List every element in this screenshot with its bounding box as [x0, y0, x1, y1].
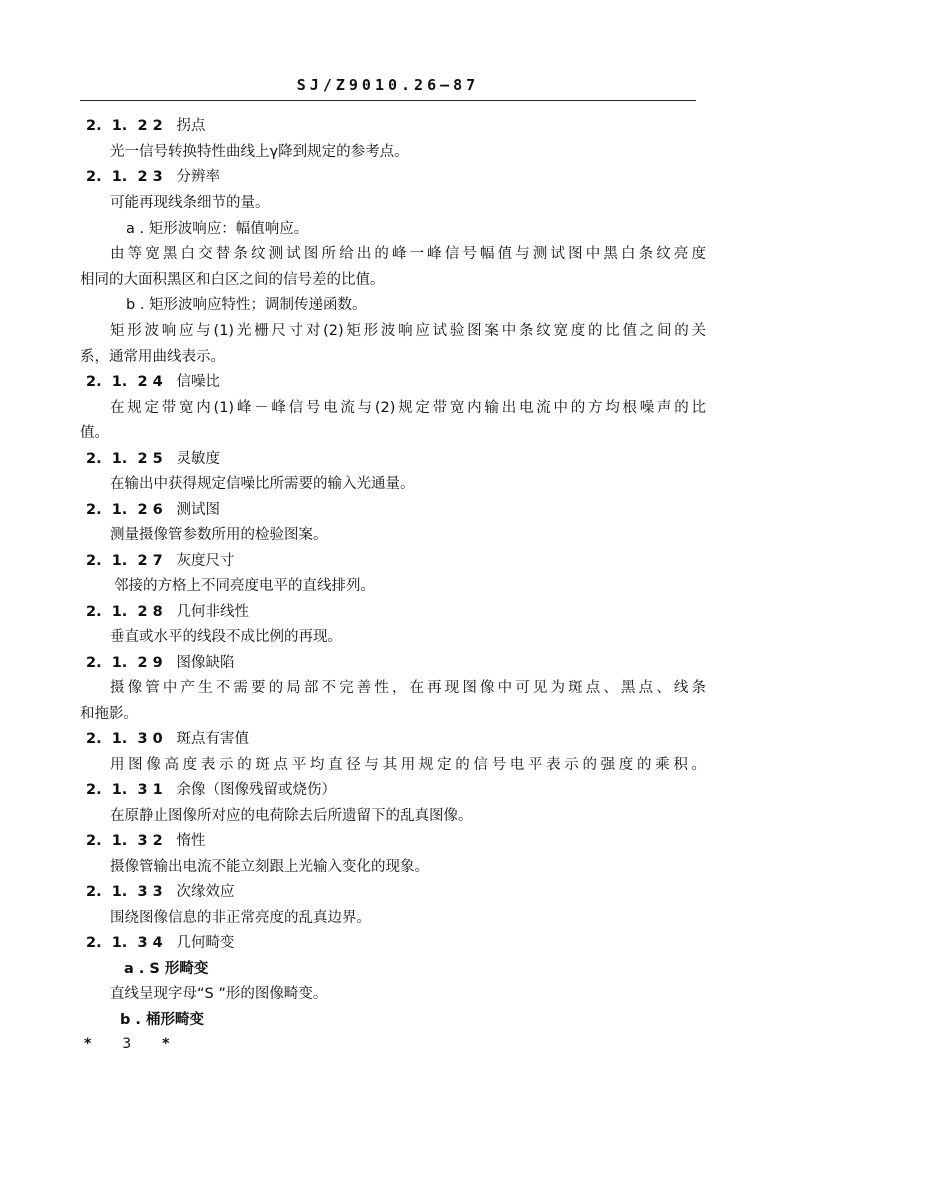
- section-heading: [86, 601, 249, 623]
- term-title: 拐点: [176, 118, 206, 134]
- body-line: 用图像高度表示的斑点平均直径与其用规定的信号电平表示的强度的乘积。: [110, 757, 706, 773]
- footer-star-left: *: [84, 1036, 92, 1052]
- section-number: 2. 1. 3 4: [86, 935, 163, 951]
- section-number: 2. 1. 3 2: [86, 833, 163, 849]
- body-line: 可能再现线条细节的量。: [110, 195, 270, 211]
- section-number: 2. 1. 2 8: [86, 604, 163, 620]
- body-line: 围绕图像信息的非正常亮度的乱真边界。: [110, 910, 371, 926]
- subitem-line: b . 矩形波响应特性；调制传递函数。: [126, 297, 367, 313]
- term-title: 信噪比: [176, 374, 220, 390]
- page-number: 3: [122, 1036, 132, 1052]
- body-line: 光一信号转换特性曲线上γ降到规定的参考点。: [110, 144, 409, 160]
- section-heading: [86, 728, 249, 750]
- term-title: 几何非线性: [176, 604, 249, 620]
- body-line: 系，通常用曲线表示。: [80, 349, 225, 365]
- body-line: 由等宽黑白交替条纹测试图所给出的峰一峰信号幅值与测试图中黑白条纹亮度: [110, 246, 706, 262]
- page-footer: [84, 1036, 169, 1052]
- term-title: 测试图: [176, 502, 220, 518]
- term-title: 灰度尺寸: [176, 553, 235, 569]
- body-line: 在规定带宽内(1)峰－峰信号电流与(2)规定带宽内输出电流中的方均根噪声的比: [110, 400, 706, 416]
- section-number: 2. 1. 2 5: [86, 451, 163, 467]
- section-number: 2. 1. 2 4: [86, 374, 163, 390]
- section-number: 2. 1. 2 3: [86, 169, 163, 185]
- body-line: 和拖影。: [80, 706, 138, 722]
- section-heading: [86, 932, 235, 954]
- section-number: 2. 1. 3 1: [86, 782, 163, 798]
- term-title: 灵敏度: [176, 451, 220, 467]
- body-line: 值。: [80, 425, 109, 441]
- term-title: 分辨率: [176, 169, 220, 185]
- section-heading: [86, 371, 220, 393]
- section-heading: [86, 115, 206, 137]
- section-number: 2. 1. 3 0: [86, 731, 163, 747]
- body-line: 在原静止图像所对应的电荷除去后所遗留下的乱真图像。: [110, 808, 473, 824]
- term-title: 斑点有害值: [176, 731, 249, 747]
- body-line: 邻接的方格上不同亮度电平的直线排列。: [114, 578, 375, 594]
- section-heading: [86, 830, 206, 852]
- footer-star-right: *: [162, 1036, 170, 1052]
- section-number: 2. 1. 2 2: [86, 118, 163, 134]
- section-heading: [86, 166, 220, 188]
- section-number: 2. 1. 3 3: [86, 884, 163, 900]
- section-heading: [86, 550, 235, 572]
- section-heading: [86, 499, 220, 521]
- section-heading: [86, 779, 336, 801]
- subitem-line: a . S 形畸变: [124, 961, 209, 977]
- body-line: 直线呈现字母“S ”形的图像畸变。: [110, 986, 328, 1002]
- term-title: 惰性: [176, 833, 206, 849]
- section-heading: [86, 652, 235, 674]
- body-line: 测量摄像管参数所用的检验图案。: [110, 527, 328, 543]
- term-title: 图像缺陷: [176, 655, 235, 671]
- body-line: 矩形波响应与(1)光栅尺寸对(2)矩形波响应试验图案中条纹宽度的比值之间的关: [110, 323, 706, 339]
- body-line: 相同的大面积黑区和白区之间的信号差的比值。: [80, 272, 385, 288]
- term-title: 余像（图像残留或烧伤）: [176, 782, 336, 798]
- section-number: 2. 1. 2 9: [86, 655, 163, 671]
- term-title: 次缘效应: [176, 884, 235, 900]
- standard-number-header: SJ/Z9010.26—87: [296, 76, 480, 94]
- body-line: 在输出中获得规定信噪比所需要的输入光通量。: [110, 476, 415, 492]
- section-heading: [86, 448, 220, 470]
- section-heading: [86, 881, 235, 903]
- subitem-line: b . 桶形畸变: [120, 1012, 204, 1028]
- section-number: 2. 1. 2 7: [86, 553, 163, 569]
- body-line: 摄像管输出电流不能立刻跟上光输入变化的现象。: [110, 859, 429, 875]
- header-rule: [80, 100, 696, 101]
- body-line: 摄像管中产生不需要的局部不完善性，在再现图像中可见为斑点、黑点、线条: [110, 680, 706, 696]
- subitem-line: a . 矩形波响应：幅值响应。: [126, 221, 309, 237]
- section-number: 2. 1. 2 6: [86, 502, 163, 518]
- term-title: 几何畸变: [176, 935, 235, 951]
- body-line: 垂直或水平的线段不成比例的再现。: [110, 629, 342, 645]
